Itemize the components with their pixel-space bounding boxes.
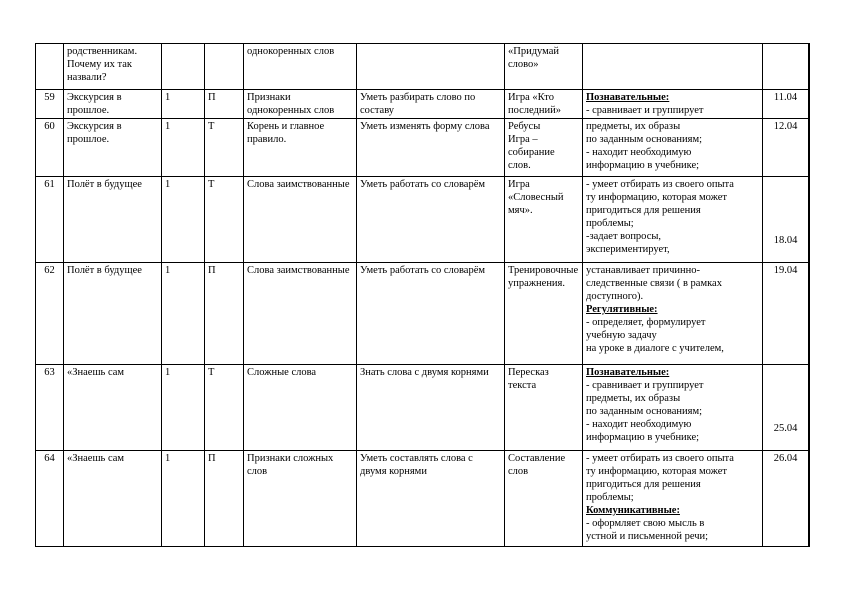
- cell-type: П: [205, 263, 244, 365]
- ud-line: по заданным основаниям;: [586, 406, 703, 417]
- cell-date: [763, 90, 809, 119]
- cell-learning-activities: [583, 119, 763, 177]
- cell-topic: родственникам. Почему их так назвали?: [64, 44, 162, 90]
- cell-skills: Знать слова с двумя корнями: [357, 365, 505, 451]
- ud-line: - оформляет свою мысль в: [586, 518, 705, 529]
- table-row: [36, 177, 810, 263]
- ud-line: доступного).: [586, 291, 644, 302]
- cell-skills: Уметь изменять форму слова: [357, 119, 505, 177]
- table-row: [36, 365, 810, 451]
- ud-line: следственные связи ( в рамках: [586, 278, 722, 289]
- ud-line: - сравнивает и группирует: [586, 380, 704, 391]
- cell-form: Игра «Кто последний»: [505, 90, 583, 119]
- cell-learning-activities: [583, 44, 763, 90]
- cell-form: «Придумай слово»: [505, 44, 583, 90]
- cell-num: 59: [36, 90, 64, 119]
- ud-line: информацию в учебнике;: [586, 432, 700, 443]
- date-value-bottom: 25.04: [773, 423, 798, 434]
- cell-content: Сложные слова: [244, 365, 357, 451]
- table-row: [36, 90, 810, 119]
- cell-empty: [809, 451, 810, 547]
- cell-content: Корень и главное правило.: [244, 119, 357, 177]
- cell-content: однокоренных слов: [244, 44, 357, 90]
- cell-form: Тренировочные упражнения.: [505, 263, 583, 365]
- cell-type: [205, 44, 244, 90]
- ud-line: - определяет, формулирует: [586, 317, 706, 328]
- cell-topic: Полёт в будущее: [64, 263, 162, 365]
- ud-line: - умеет отбирать из своего опыта: [586, 179, 734, 190]
- cell-form: Составление слов: [505, 451, 583, 547]
- cell-num: 64: [36, 451, 64, 547]
- table-row: [36, 44, 810, 90]
- ud-line: предметы, их образы: [586, 121, 681, 132]
- cell-skills: Уметь работать со словарём: [357, 263, 505, 365]
- cell-hours: 1: [162, 365, 205, 451]
- cell-content: Признаки однокоренных слов: [244, 90, 357, 119]
- cell-content: Признаки сложных слов: [244, 451, 357, 547]
- ud-line: устной и письменной речи;: [586, 531, 709, 542]
- ud-line: - сравнивает и группирует: [586, 105, 704, 116]
- cell-hours: 1: [162, 451, 205, 547]
- cell-date: [763, 451, 809, 547]
- cell-date: [763, 365, 809, 451]
- table-row: [36, 263, 810, 365]
- ud-line: ту информацию, которая может: [586, 192, 728, 203]
- cell-type: Т: [205, 119, 244, 177]
- cell-form: Ребусы Игра – собирание слов.: [505, 119, 583, 177]
- cell-type: Т: [205, 177, 244, 263]
- ud-line: информацию в учебнике;: [586, 160, 700, 171]
- cell-num: 61: [36, 177, 64, 263]
- cell-topic: «Знаешь сам: [64, 365, 162, 451]
- cell-num: [36, 44, 64, 90]
- cell-content: Слова заимствованные: [244, 263, 357, 365]
- cell-skills: Уметь работать со словарём: [357, 177, 505, 263]
- cell-hours: 1: [162, 119, 205, 177]
- ud-line: - находит необходимую: [586, 147, 692, 158]
- table-row: [36, 119, 810, 177]
- cell-date: [763, 177, 809, 263]
- cell-date: [763, 44, 809, 90]
- cell-empty: [809, 119, 810, 177]
- ud-line: пригодиться для решения: [586, 479, 701, 490]
- cell-num: 62: [36, 263, 64, 365]
- cell-topic: Экскурсия в прошлое.: [64, 90, 162, 119]
- cell-topic: Полёт в будущее: [64, 177, 162, 263]
- cell-empty: [809, 365, 810, 451]
- ud-category-heading: Регулятивные:: [586, 304, 658, 315]
- date-value: 26.04: [773, 453, 798, 464]
- cell-learning-activities: [583, 365, 763, 451]
- ud-category-heading: Познавательные:: [586, 92, 670, 103]
- ud-line: ту информацию, которая может: [586, 466, 728, 477]
- cell-hours: [162, 44, 205, 90]
- date-value: 19.04: [773, 265, 798, 276]
- date-value-bottom: 18.04: [773, 235, 798, 246]
- ud-line: проблемы;: [586, 492, 634, 503]
- ud-line: на уроке в диалоге с учителем,: [586, 343, 724, 354]
- ud-line: - умеет отбирать из своего опыта: [586, 453, 734, 464]
- cell-learning-activities: [583, 451, 763, 547]
- ud-line: экспериментирует,: [586, 244, 670, 255]
- ud-category-heading: Познавательные:: [586, 367, 670, 378]
- lesson-plan-table: [35, 43, 810, 547]
- cell-type: П: [205, 451, 244, 547]
- cell-learning-activities: [583, 177, 763, 263]
- cell-hours: 1: [162, 90, 205, 119]
- cell-learning-activities: [583, 263, 763, 365]
- ud-line: по заданным основаниям;: [586, 134, 703, 145]
- cell-type: П: [205, 90, 244, 119]
- cell-num: 63: [36, 365, 64, 451]
- cell-type: Т: [205, 365, 244, 451]
- ud-line: проблемы;: [586, 218, 634, 229]
- cell-empty: [809, 263, 810, 365]
- cell-hours: 1: [162, 263, 205, 365]
- ud-line: учебную задачу: [586, 330, 657, 341]
- cell-skills: [357, 44, 505, 90]
- ud-category-heading: Коммуникативные:: [586, 505, 680, 516]
- ud-line: -задает вопросы,: [586, 231, 662, 242]
- cell-topic: «Знаешь сам: [64, 451, 162, 547]
- cell-form: Игра «Словесный мяч».: [505, 177, 583, 263]
- cell-empty: [809, 90, 810, 119]
- cell-topic: Экскурсия в прошлое.: [64, 119, 162, 177]
- date-value: 12.04: [773, 121, 798, 132]
- table-row: [36, 451, 810, 547]
- cell-empty: [809, 177, 810, 263]
- cell-date: [763, 119, 809, 177]
- ud-line: предметы, их образы: [586, 393, 681, 404]
- cell-date: [763, 263, 809, 365]
- date-value: 11.04: [773, 92, 798, 103]
- ud-line: устанавливает причинно-: [586, 265, 700, 276]
- cell-hours: 1: [162, 177, 205, 263]
- cell-skills: Уметь составлять слова с двумя корнями: [357, 451, 505, 547]
- cell-num: 60: [36, 119, 64, 177]
- ud-line: - находит необходимую: [586, 419, 692, 430]
- lesson-plan-body: [36, 44, 810, 547]
- cell-content: Слова заимствованные: [244, 177, 357, 263]
- cell-form: Пересказ текста: [505, 365, 583, 451]
- ud-line: пригодиться для решения: [586, 205, 701, 216]
- cell-learning-activities: [583, 90, 763, 119]
- cell-skills: Уметь разбирать слово по составу: [357, 90, 505, 119]
- cell-empty: [809, 44, 810, 90]
